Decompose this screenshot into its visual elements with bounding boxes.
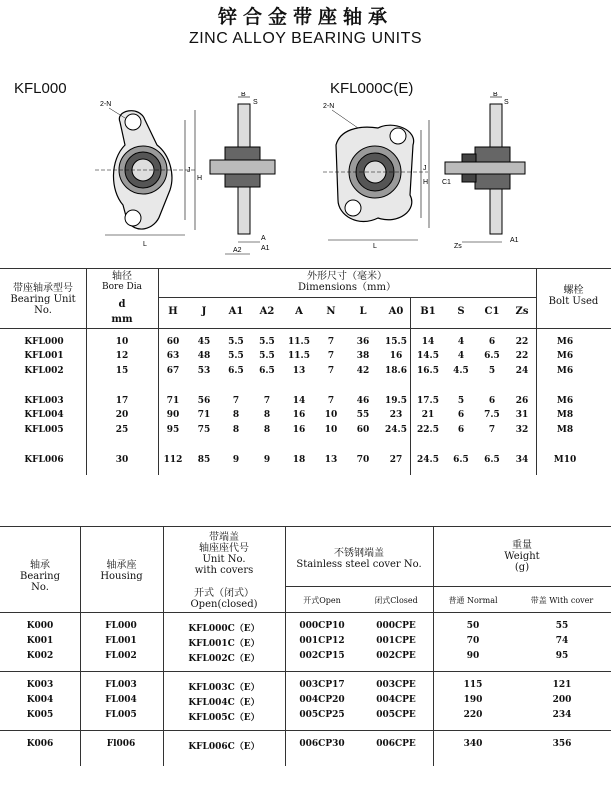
table-cell: FL000 [105,621,137,631]
table-cell: 13 [324,455,338,465]
table-cell: 21 [421,410,435,420]
label-j-right: J [423,165,427,172]
table-cell: 15.5 [385,337,407,347]
table-cell: 34 [515,455,529,465]
label-h-right: H [423,179,429,186]
table-cell: 42 [356,366,370,376]
table-cell: 56 [197,396,211,406]
table-cell: 6.5 [228,366,244,376]
table-cell: 16 [292,425,306,435]
table-cell: M6 [556,337,574,347]
label-b-right: B [493,92,498,98]
table-cell: 24 [515,366,529,376]
table-cell: 24.5 [385,425,407,435]
table-cell: 45 [197,337,211,347]
table-cell: 11.5 [288,337,310,347]
model-label-right: KFL000C(E) [330,80,414,97]
unit-no-cell: KFL006 [24,455,64,465]
table-cell: FL001 [105,636,137,646]
table-cell: 002CP15 [299,651,345,661]
table-cell: FL005 [105,710,137,720]
weight-header-unit: (g) [514,562,530,573]
table-cell: 8 [263,425,271,435]
table-cell: 7.5 [484,410,500,420]
dim-col-header: N [326,306,336,317]
table-cell: 70 [466,636,480,646]
table-cell: 9 [263,455,271,465]
table-cell: 38 [356,351,370,361]
bearing-no-cell: K002 [26,651,54,661]
dim-col-header: S [457,306,465,317]
dim-col-header: Zs [515,306,529,317]
bearing-header-en2: No. [31,582,49,593]
table-cell: M10 [553,455,577,465]
table-cell: 30 [115,455,129,465]
weight-normal-header: 普通 Normal [448,596,498,605]
bore-header-d: d [118,299,126,310]
table-cell: 112 [163,455,183,465]
label-a1: A1 [261,245,270,252]
table-cell: 75 [197,425,211,435]
model-label-left: KFL000 [14,80,67,97]
table-cell: 004CPE [376,695,416,705]
table-cell: 5 [457,396,465,406]
table-cell: 70 [356,455,370,465]
table-cell: 15 [115,366,129,376]
label-j: J [187,167,191,174]
table-cell: 6.5 [484,351,500,361]
table-cell: 12 [115,351,129,361]
label-zs: Zs [454,243,462,250]
table-cell: 17.5 [417,396,439,406]
table-cell: 95 [166,425,180,435]
table-cell: 74 [555,636,569,646]
table-cell: 121 [552,680,572,690]
bearing-no-cell: K001 [26,636,54,646]
label-a: A [261,235,266,242]
table-cell: 9 [232,455,240,465]
table-cell: 6 [457,425,465,435]
table-cell: 67 [166,366,180,376]
table-cell: 000CP10 [299,621,345,631]
table-cell: 005CP25 [299,710,345,720]
table-cell: FL002 [105,651,137,661]
bearing-no-cell: K005 [26,710,54,720]
bearing-no-cell: K000 [26,621,54,631]
table-cell: FL003 [105,680,137,690]
table-cell: 6.5 [453,455,469,465]
table-cell: 6 [457,410,465,420]
table-cell: 4.5 [453,366,469,376]
bearing-no-cell: K004 [26,695,54,705]
weight-header-en: Weight [504,551,540,562]
unit-cover-header-cn2: 轴座座代号 [199,543,249,554]
table-cell: 005CPE [376,710,416,720]
bearing-no-cell: K006 [26,739,54,749]
table-cell: 7 [327,337,335,347]
table-cell: 200 [552,695,572,705]
table-cell: 10 [115,337,129,347]
table-cell: 22.5 [417,425,439,435]
table-cell: 5.5 [228,351,244,361]
table-cell: 53 [197,366,211,376]
bearing-header-en1: Bearing [19,571,61,582]
label-l: L [143,241,147,248]
unit-cover-header-en1: Unit No. [202,554,246,565]
table-cell: 14.5 [417,351,439,361]
unit-header-en: Bearing Unit No. [10,294,76,316]
label-2n-right: 2-N [323,103,335,110]
table-cell: 90 [166,410,180,420]
table-cell: 55 [555,621,569,631]
table-cell: 7 [232,396,240,406]
label-s: S [253,99,258,106]
dim-col-header: B1 [420,306,436,317]
table-cell: 46 [356,396,370,406]
table-cell: 13 [292,366,306,376]
table-cell: 001CPE [376,636,416,646]
table-cell: KFL000C（E） [188,624,260,634]
housing-header-cn: 轴承座 [106,560,137,571]
table-cell: 22 [515,351,529,361]
table-cell: 24.5 [417,455,439,465]
label-a2: A2 [233,247,242,254]
cover-header-cn: 不锈钢端盖 [334,548,384,559]
table-cell: 18 [292,455,306,465]
table-cell: KFL005C（E） [188,713,260,723]
bore-header-en: Bore Dia [102,282,142,292]
dim-col-header: H [168,306,178,317]
table-cell: M8 [556,425,574,435]
dim-col-header: J [201,306,207,317]
table-cell: 16.5 [417,366,439,376]
table-cell: 10 [324,425,338,435]
table-cell: 4 [457,337,465,347]
unit-no-cell: KFL004 [24,410,64,420]
table-cell: 90 [466,651,480,661]
table-cell: 006CP30 [299,739,345,749]
table-cell: 26 [515,396,529,406]
dim-col-header: A1 [228,306,244,317]
table-cell: 60 [356,425,370,435]
bolt-header-cn: 螺栓 [563,285,584,296]
cover-header-en: Stainless steel cover No. [296,559,422,570]
table-cell: 5.5 [259,337,275,347]
table-cell: 7 [327,396,335,406]
table-cell: 5.5 [259,351,275,361]
weight-header-cn: 重量 [512,540,532,551]
table-cell: FL004 [105,695,137,705]
unit-no-cell: KFL005 [24,425,64,435]
table-cell: 55 [356,410,370,420]
unit-no-cell: KFL003 [24,396,64,406]
dim-header-en: Dimensions（mm） [298,282,396,293]
table-cell: 5 [488,366,496,376]
table-cell: KFL006C（E） [188,742,260,752]
cover-closed-header: 闭式Closed [374,596,418,605]
table-cell: 22 [515,337,529,347]
unit-no-cell: KFL000 [24,337,64,347]
open-closed-header-cn: 开式（闭式） [194,588,254,599]
table-cell: 48 [197,351,211,361]
table-cell: 6 [488,337,496,347]
table-cell: 36 [356,337,370,347]
unit-no-cell: KFL001 [24,351,64,361]
bearing-no-cell: K003 [26,680,54,690]
table-cell: 31 [515,410,529,420]
unit-cover-header-cn1: 带端盖 [209,532,239,543]
dim-col-header: L [359,306,367,317]
table-cell: 18.6 [385,366,407,376]
cover-open-header: 开式Open [303,596,341,605]
housing-header-en: Housing [100,571,143,582]
table-cell: M6 [556,396,574,406]
label-s-right: S [504,99,509,106]
table-cell: 25 [115,425,129,435]
table-cell: 190 [463,695,483,705]
table-cell: 10 [324,410,338,420]
open-closed-header-en: Open(closed) [190,599,258,610]
table-cell: 60 [166,337,180,347]
table-cell: 95 [555,651,569,661]
table-cell: 23 [389,410,403,420]
dim-col-header: A [295,306,303,317]
label-2n: 2-N [100,101,112,108]
table-cell: KFL001C（E） [188,639,260,649]
table-cell: 32 [515,425,529,435]
table-cell: M6 [556,351,574,361]
unit-no-cell: KFL002 [24,366,64,376]
table-cell: 003CP17 [299,680,345,690]
dim-col-header: A2 [259,306,275,317]
label-b: B [241,92,246,98]
table-cell: 63 [166,351,180,361]
bolt-header-en: Bolt Used [548,296,599,307]
table-cell: KFL003C（E） [188,683,260,693]
table-cell: 6.5 [259,366,275,376]
dim-col-header: A0 [388,306,404,317]
table-cell: 115 [463,680,483,690]
table-cell: 340 [463,739,483,749]
weight-cover-header: 带盖 With cover [530,596,594,605]
dim-header-cn: 外形尺寸（毫米） [307,271,387,282]
table-cell: 71 [197,410,211,420]
table-cell: M6 [556,366,574,376]
table-cell: 001CP12 [299,636,345,646]
table-cell: 7 [327,366,335,376]
dim-col-header: C1 [484,306,500,317]
table-cell: 16 [389,351,403,361]
table-cell: 20 [115,410,129,420]
unit-cover-header-en2: with covers [194,565,254,576]
bore-header-mm: mm [111,314,133,325]
table-cell: 8 [232,410,240,420]
page-title-cn: 锌合金带座轴承 [217,6,393,28]
table-cell: 6.5 [484,455,500,465]
table-cell: 356 [552,739,572,749]
table-cell: 11.5 [288,351,310,361]
table-cell: Fl006 [106,739,136,749]
table-cell: 17 [115,396,129,406]
table-cell: 000CPE [376,621,416,631]
table-cell: M8 [556,410,574,420]
table-cell: 19.5 [385,396,407,406]
table-cell: 006CPE [376,739,416,749]
table-cell: 27 [389,455,403,465]
table-cell: 14 [421,337,435,347]
table-cell: 50 [466,621,480,631]
table-cell: 6 [488,396,496,406]
label-h: H [197,175,203,182]
table-cell: 7 [488,425,496,435]
table-cell: 002CPE [376,651,416,661]
table-cell: 71 [166,396,180,406]
table-cell: 16 [292,410,306,420]
table-cell: 8 [232,425,240,435]
table-cell: 004CP20 [299,695,345,705]
table-cell: 5.5 [228,337,244,347]
label-a1-right: A1 [510,237,519,244]
table-cell: KFL004C（E） [188,698,260,708]
table-cell: 7 [327,351,335,361]
table-cell: 8 [263,410,271,420]
table-cell: KFL002C（E） [188,654,260,664]
label-c1: C1 [442,179,451,186]
bore-header-cn: 轴径 [112,271,132,282]
table-cell: 4 [457,351,465,361]
unit-header-cn: 带座轴承型号 [13,283,73,294]
table-cell: 7 [263,396,271,406]
table-cell: 220 [463,710,483,720]
page-title-en: ZINC ALLOY BEARING UNITS [188,30,423,47]
table-cell: 234 [552,710,572,720]
table-cell: 85 [197,455,211,465]
label-l-right: L [373,243,377,250]
bearing-header-cn: 轴承 [30,560,50,571]
table-cell: 003CPE [376,680,416,690]
table-cell: 14 [292,396,306,406]
